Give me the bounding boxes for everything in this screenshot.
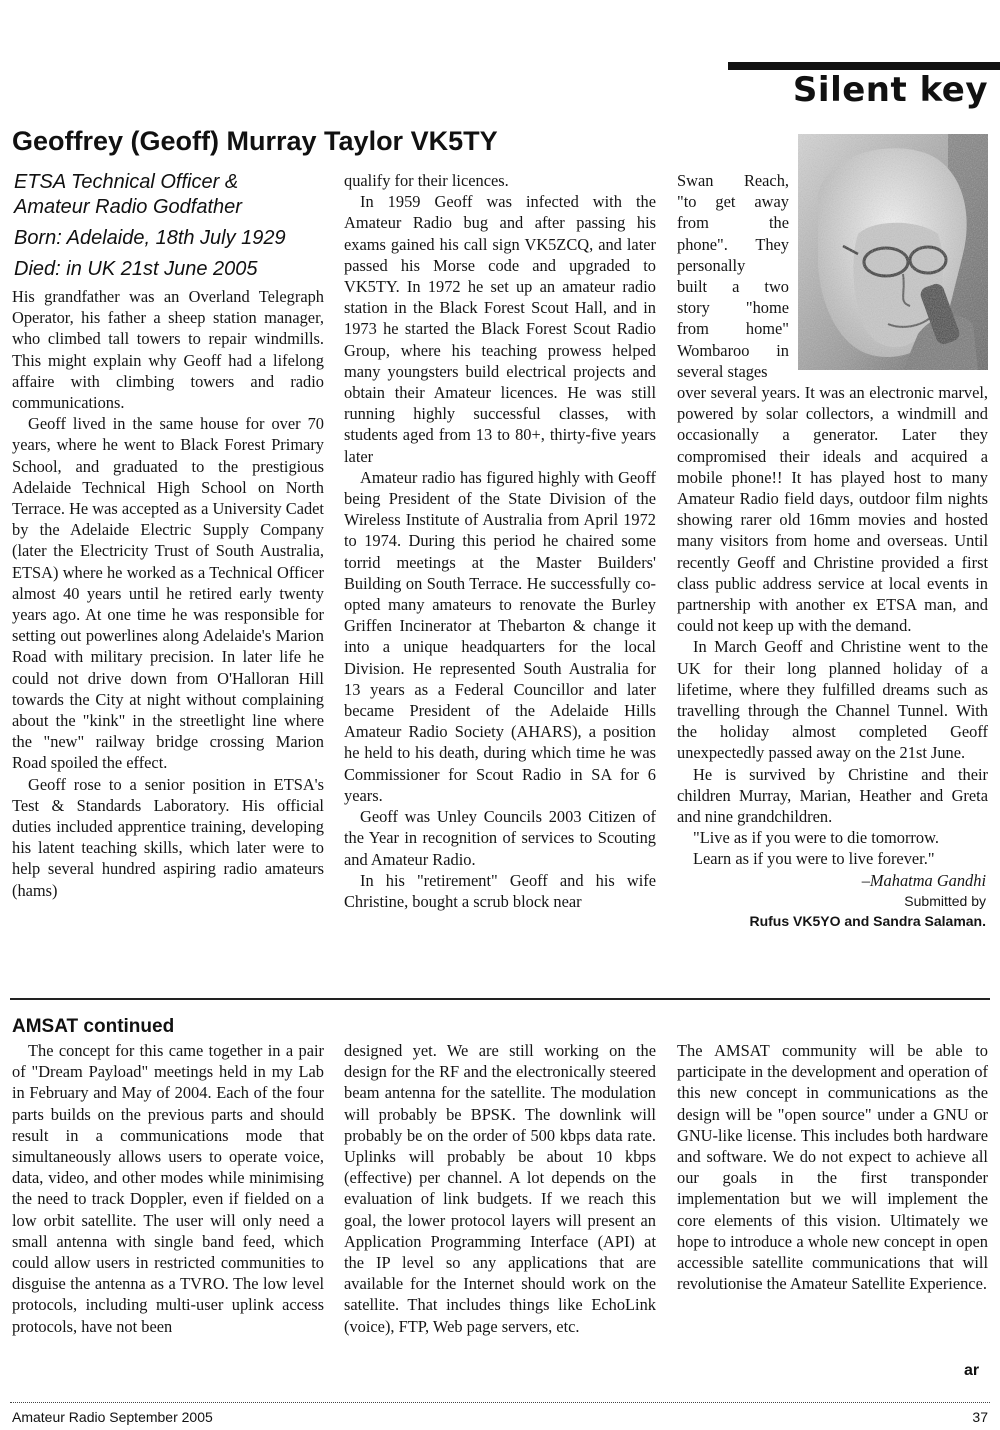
- wrap-line: from home": [677, 319, 789, 339]
- paragraph: In 1959 Geoff was infected with the Amateur Radio bug and after passing his exams gained his call sign VK5ZCQ, and later passed his Morse code and upgraded to VK5TY. In 1972 he set up an amateur radio station in the Black Forest Scout Hall, and in 1973 he started the Black Forest Scout Radio Group, where his teaching prowess helped many youngsters build electrical projects and obtain their Amateur licences. He was still running highly successful classes, with students aged from 13 to 80+, thirty-five years later: [344, 192, 656, 466]
- paragraph: He is survived by Christine and their children Murray, Marian, Heather and Greta and nine grandchildren.: [677, 764, 988, 827]
- subhead-role-line-1: ETSA Technical Officer &: [14, 171, 239, 193]
- wrap-line: several stages: [677, 361, 768, 381]
- paragraph: qualify for their licences.: [344, 171, 509, 190]
- submitted-by-label: Submitted by: [904, 892, 986, 909]
- section-divider: [10, 998, 990, 1000]
- wrap-line: built a two: [677, 277, 789, 297]
- amsat-column-2: [344, 1040, 656, 1337]
- paragraph: The concept for this came together in a pair of "Dream Payload" meetings held in my Lab in February and May of 2004. Each of the four parts builds on the previous parts and should result in a communications mode that simultaneously allows users to operate voice, data, video, and other modes while minimising the need to track Doppler, even if fielded on a low orbit satellite. The user will only need a small antenna with single band feed, which could allow users in restricted communities to disguise the antenna as a TVRO. The low level protocols, including multi-user uplink access protocols, have not been: [12, 1041, 324, 1336]
- wrap-line: from the: [677, 213, 789, 233]
- portrait-photo: [798, 134, 988, 370]
- wrap-line: phone". They: [677, 234, 789, 254]
- article-column-2: [344, 170, 656, 912]
- paragraph: Amateur radio has figured highly with Geoff being President of the State Division of the Wireless Institute of Australia from April 1972 to 1974. During this period he chaired some torrid meetings at the Master Builders' Building on South Terrace. He successfully co-opted many amateurs to renovate the Burley Griffen Incinerator at Thebarton & change it into a unique headquarters for the local Division. He represented South Australia for 13 years as a Federal Councillor and later became President of the Adelaide Hills Amateur Radio Society (AHARS), a position he held to his death, during which time he was Commissioner for Scout Radio in SA for 6 years.: [344, 467, 656, 805]
- submitters: Rufus VK5YO and Sandra Salaman.: [749, 912, 986, 929]
- article-column-3: [677, 382, 988, 931]
- paragraph: Geoff was Unley Councils 2003 Citizen of the Year in recognition of services to Scouting and Amateur Radio.: [344, 807, 656, 869]
- footer-publication: Amateur Radio September 2005: [12, 1409, 213, 1425]
- quote-attribution: –Mahatma Gandhi: [861, 870, 986, 890]
- wrap-line: Swan Reach,: [677, 171, 789, 190]
- paragraph: designed yet. We are still working on the design for the RF and the electronically steered beam antenna for the satellite. The modulation will probably be BPSK. The downlink will probably be on the order of 500 kbps data rate. Uplinks will probably be about 10 kbps (effective) per channel. A lot depends on the evaluation of link budgets. If we reach this goal, the lower protocol layers will present an Application Programming Interface (API) at the IP level so any applications that are available for the Internet should work on the satellite. That includes things like EchoLink (voice), FTP, Web page servers, etc.: [344, 1041, 656, 1336]
- wrap-line: "to get away: [677, 192, 789, 212]
- amsat-title: AMSAT continued: [12, 1016, 175, 1037]
- footer-rule: [10, 1402, 990, 1403]
- wrap-line: personally: [677, 255, 746, 275]
- paragraph: In his "retirement" Geoff and his wife Christine, bought a scrub block near: [344, 870, 656, 911]
- section-title: Silent key: [792, 70, 988, 110]
- paragraph: His grandfather was an Overland Telegraph Operator, his father a sheep station manager, who climbed tall towers to repair windmills. This might explain why Geoff had a lifelong affaire with climbing towers and radio communications.: [12, 287, 324, 413]
- paragraph: over several years. It was an electronic marvel, powered by solar collectors, a windmill and occasionally a generator. Later they compromised their ideals and acquired a mobile phone!! It has played host to many Amateur Radio field days, outdoor film nights showing rarer old 16mm movies and hosted many visitors from home and overseas. Until recently Geoff and Christine provided a first class public address service at local events in partnership with another ex ETSA man, and could not keep up with the demand.: [677, 383, 988, 636]
- article-subheads: [14, 170, 329, 282]
- paragraph: Geoff rose to a senior position in ETSA's Test & Standards Laboratory. His official duties included apprentice training, developing his latent teaching skills, which later were to help several hundred aspiring radio amateurs (hams): [12, 774, 324, 900]
- article-column-3-wrap: [677, 170, 789, 382]
- subhead-born: Born: Adelaide, 18th July 1929: [14, 227, 286, 249]
- amsat-column-3: [677, 1040, 988, 1294]
- quote-line: "Live as if you were to die tomorrow.: [693, 828, 939, 848]
- amsat-column-1: [12, 1040, 324, 1337]
- subhead-role-line-2: Amateur Radio Godfather: [14, 196, 242, 218]
- paragraph: In March Geoff and Christine went to the UK for their long planned holiday of a lifetime, where they fulfilled dreams such as travelling through the Channel Tunnel. With the holiday almost completed Geoff unexpectedly passed away on the 21st June.: [677, 637, 988, 763]
- end-mark: ar: [964, 1362, 980, 1379]
- section-header: [728, 62, 1000, 110]
- wrap-line: Wombaroo in: [677, 340, 789, 360]
- quote-line: Learn as if you were to live forever.": [693, 849, 935, 869]
- portrait-image: [798, 134, 988, 370]
- page-number: 37: [972, 1409, 988, 1425]
- paragraph: Geoff lived in the same house for over 70 years, where he went to Black Forest Primary School, and graduated to the prestigious Adelaide Technical High School on North Terrace. He was accepted as a University Cadet by the Adelaide Electric Supply Company (later the Electricity Trust of South Australia, ETSA) where he worked as a Technical Officer almost 40 years until he retired early twenty years ago. At one time he was responsible for setting out powerlines along Adelaide's Marion Road with military precision. In later life he could not drive down from O'Halloran Hill towards the City at night without complaining about the "kink" in the streetlight line where the "new" railway bridge crossing Marion Road spoiled the effect.: [12, 414, 324, 773]
- paragraph: The AMSAT community will be able to participate in the development and operation of this new concept in communications as the design will be "open source" under a GNU or GNU-like license. This includes both hardware and software. We do not expect to achieve all our goals in the first transponder implementation but we will implement the core elements of this vision. Ultimately we hope to introduce a whole new concept in open accessible satellite communications that will revolutionise the Amateur Satellite Experience.: [677, 1041, 988, 1294]
- article-title: Geoffrey (Geoff) Murray Taylor VK5TY: [12, 126, 498, 156]
- article-column-1: [12, 286, 324, 901]
- subhead-died: Died: in UK 21st June 2005: [14, 258, 258, 280]
- wrap-line: story "home: [677, 298, 789, 318]
